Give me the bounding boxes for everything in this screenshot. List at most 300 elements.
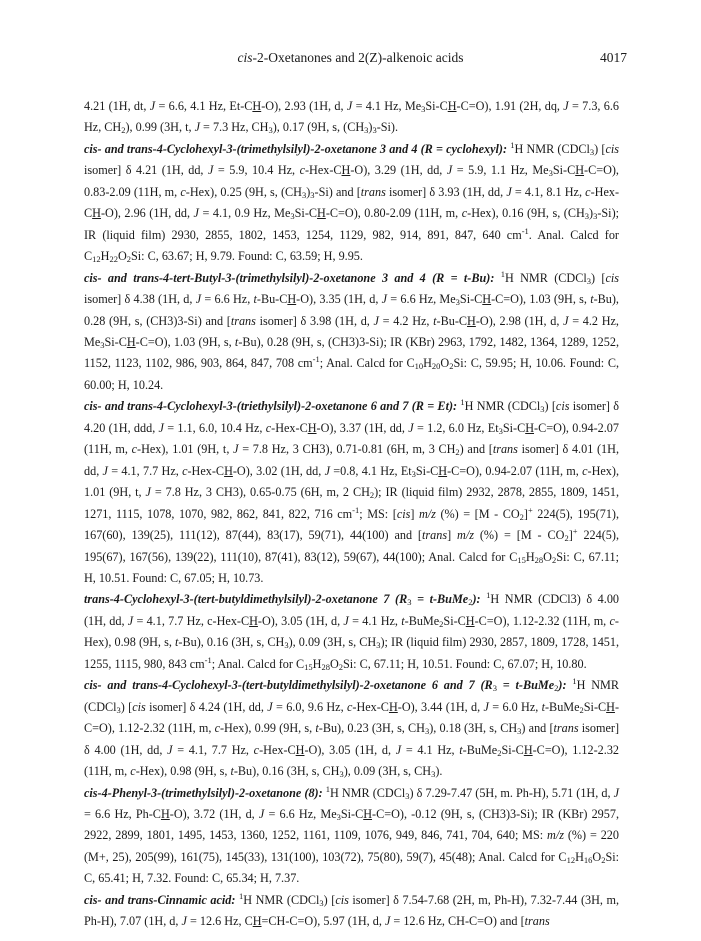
compound-heading: trans-4-Cyclohexyl-3-(tert-butyldimethylsilyl)-2-oxetanone 7 (R <box>84 592 408 607</box>
text-run: Si: C, 65.41; H, 7.32. Found: C, 65.34; H, 7.37. <box>84 849 619 886</box>
paragraph <box>84 268 619 397</box>
text-run: 2 <box>564 533 569 544</box>
compound-heading: cis- and trans-4-tert-Butyl-3-(trimethylsilyl)-2-oxetanone 3 and 4 (R = t-Bu): <box>84 270 495 285</box>
text-run: -Bu), 0.28 (9H, s, (CH3)3-Si); IR (KBr) 2963, 1792, 1482, 1364, 1289, 1252, 1152, 1123, 1102, 986, 903, 864, 847, 708 cm <box>84 334 620 371</box>
text-run: Si-C <box>552 163 576 178</box>
text-run: 3 <box>593 211 598 222</box>
text-run: -O), 2.96 (1H, dd, <box>100 206 194 221</box>
text-run: -BuMe <box>545 699 580 714</box>
text-run: Si-C <box>294 206 318 221</box>
paragraph <box>84 589 619 675</box>
text-run: isomer] δ 4.38 (1H, d, <box>84 292 196 307</box>
text-run: J <box>195 292 202 307</box>
text-run: 2 <box>468 597 473 608</box>
compound-heading: cis- and trans-4-Cyclohexyl-3-(trimethylsilyl)-2-oxetanone 3 and 4 (R = cyclohexyl): <box>84 141 508 156</box>
compound-heading: = t-BuMe <box>496 678 555 693</box>
text-run: t <box>401 613 405 628</box>
text-run: H <box>312 656 322 671</box>
paragraph <box>84 890 619 933</box>
text-run: c <box>585 184 591 199</box>
text-run: = 12.6 Hz, CH-C=O) and [ <box>390 914 525 929</box>
text-run: J <box>207 163 214 178</box>
text-run: 28 <box>321 661 330 672</box>
text-run: Si-C <box>502 420 526 435</box>
text-run: H NMR (CDCl <box>243 892 320 907</box>
text-run: 3 <box>498 425 503 436</box>
text-run: J <box>181 914 187 929</box>
text-run: -Hex), 0.16 (9H, s, (CH <box>467 206 585 221</box>
text-run: H NMR (CDCl <box>84 678 619 714</box>
text-run: = 4.1 Hz, <box>401 742 460 757</box>
text-run: ) [ <box>323 892 336 907</box>
text-run: H <box>423 356 432 371</box>
text-run: c <box>265 420 272 435</box>
text-run: isomer] δ 4.00 (1H, dd, <box>84 721 620 757</box>
text-run: -C=O), 1.12-2.32 (11H, m, <box>84 742 620 779</box>
text-run: -C=O), 0.94-2.07 (11H, m, <box>447 463 583 478</box>
text-run: ), 0.99 (3H, t, <box>125 120 195 135</box>
text-run: = 1.1, 6.0, 10.4 Hz, <box>163 420 266 435</box>
text-run: trans <box>230 313 256 328</box>
text-run: 3 <box>455 297 460 308</box>
text-run: 3 <box>290 211 295 222</box>
text-run: ). <box>435 764 443 779</box>
text-run: cis <box>605 141 620 156</box>
text-run: isomer] δ 4.24 (1H, dd, <box>145 699 268 714</box>
text-run: 3 <box>100 339 105 350</box>
text-run: c <box>253 742 260 757</box>
text-run: H <box>92 206 101 221</box>
text-run: ), 0.17 (9H, s, (CH <box>272 120 365 135</box>
text-run: 2 <box>449 361 454 372</box>
text-run: c <box>180 184 186 199</box>
text-run: -Hex), 1.01 (9H, t, <box>84 463 619 500</box>
text-run: -Hex-C <box>259 742 296 757</box>
paragraph <box>84 96 619 139</box>
text-run: c <box>582 463 588 478</box>
text-run: -BuMe <box>404 613 440 628</box>
text-run: cis <box>396 506 411 521</box>
text-run: c <box>130 764 136 779</box>
text-run: Si-C <box>501 742 524 757</box>
text-run: 3 <box>319 897 324 908</box>
running-title-italic: cis <box>237 50 253 65</box>
text-run: 2 <box>126 254 132 265</box>
text-run: -C=O), 0.80-2.09 (11H, m, <box>325 206 462 221</box>
text-run: -Si). <box>376 120 399 135</box>
text-run: J <box>102 463 108 478</box>
text-run: cis <box>335 892 349 907</box>
text-run: 3 <box>372 125 377 136</box>
text-run: -O), 3.72 (1H, d, <box>169 806 259 821</box>
running-title-rest: -2-Oxetanones and 2(Z)-alkenoic acids <box>252 50 464 65</box>
text-run: -Bu), 0.16 (3H, s, CH <box>233 764 340 779</box>
text-run: 3 <box>421 104 426 114</box>
text-run: 3 <box>407 597 412 608</box>
text-run: cis <box>555 399 570 414</box>
text-run: ) [ <box>120 699 133 714</box>
text-run: c <box>131 442 138 457</box>
text-run: ) [ <box>594 141 606 156</box>
text-run: 12 <box>566 854 576 865</box>
text-run: Si-C <box>340 806 364 821</box>
text-run: -Bu), 0.16 (3H, s, CH <box>178 635 285 650</box>
text-run: H <box>525 549 535 564</box>
text-run: H <box>525 420 535 435</box>
text-run: H <box>467 313 476 328</box>
text-run: H <box>606 699 615 714</box>
text-run: -1 <box>521 225 529 236</box>
text-run: = 6.0 Hz, <box>488 699 542 714</box>
text-run: =CH-C=O), 5.97 (1H, d, <box>261 914 385 929</box>
text-run: trans <box>422 528 448 543</box>
text-run: = 1.2, 6.0 Hz, Et <box>413 420 499 435</box>
text-run: O <box>440 356 450 371</box>
text-run: 16 <box>583 854 593 865</box>
text-run: -Bu-C <box>256 292 288 307</box>
running-title <box>0 50 701 66</box>
text-run: (%) = 220 (M+, 25), 205(99), 161(75), 145(33), 131(100), 103(72), 75(80), 59(7), 45(48); Anal. Calcd for C <box>84 828 619 864</box>
text-run: Si-C <box>443 613 466 628</box>
text-run: 1 <box>510 139 515 150</box>
text-run: 3 <box>431 769 436 780</box>
text-run: H <box>575 849 584 864</box>
text-run: 2 <box>554 683 559 694</box>
text-run: 2 <box>497 747 502 758</box>
text-run: J <box>613 785 620 800</box>
running-header <box>0 50 701 70</box>
text-run: H <box>252 99 262 113</box>
text-run: H <box>575 163 585 178</box>
text-run: J <box>158 420 164 435</box>
text-run: 3 <box>517 726 522 737</box>
text-run: -Bu-C <box>436 313 468 328</box>
text-run: (%) = [M - CO <box>473 528 565 543</box>
compound-heading: cis- and trans-4-Cyclohexyl-3-(tert-butyldimethylsilyl)-2-oxetanone 6 and 7 (R <box>84 678 493 693</box>
text-run: =0.8, 4.1 Hz, Et <box>330 463 412 478</box>
text-run: cis <box>132 699 146 714</box>
text-run: -C=O), 0.94-2.07 (11H, m, <box>84 420 619 457</box>
text-run: 3 <box>284 640 289 651</box>
text-run: H NMR (CDCl <box>514 141 590 156</box>
text-run: = 7.8 Hz, 3 CH3), 0.71-0.81 (6H, m, 3 CH <box>238 442 456 457</box>
compound-heading: ): <box>472 592 481 607</box>
text-run: H <box>100 249 110 264</box>
text-run: c <box>609 613 615 628</box>
text-run: 3 <box>268 125 273 136</box>
text-run: J <box>233 442 239 457</box>
text-run: -O), 2.98 (1H, d, <box>475 313 564 328</box>
text-run: -C=O), 1.03 (9H, s, <box>491 292 591 307</box>
text-run: trans <box>524 914 550 929</box>
text-run: = 7.3, 6.6 Hz, CH <box>84 99 620 135</box>
text-run: H <box>523 742 533 757</box>
text-run: = 6.6 Hz, <box>201 292 254 307</box>
text-run: 2 <box>338 661 343 672</box>
text-run: trans <box>553 721 579 736</box>
text-run: 22 <box>109 254 118 265</box>
text-run: -Hex), 0.98 (9H, s, <box>135 764 231 779</box>
text-run: -Hex), 0.98 (9H, s, <box>84 613 619 650</box>
text-run: J <box>145 485 151 500</box>
text-run: -Hex-C <box>352 699 389 714</box>
text-run: ; Anal. Calcd for C <box>211 656 305 671</box>
compound-heading: cis-4-Phenyl-3-(trimethylsilyl)-2-oxetanone (8): <box>84 785 323 800</box>
text-run: . Anal. Calcd for C <box>84 227 619 264</box>
text-run: = 4.1, 7.7 Hz, c-Hex-C <box>133 613 250 628</box>
text-run: H NMR (CDCl <box>464 399 541 414</box>
text-run: -Hex), 1.01 (9H, t, <box>137 442 234 457</box>
text-run: c <box>461 206 468 221</box>
text-run: ] <box>568 528 573 543</box>
text-run: H <box>482 292 492 307</box>
text-run: H <box>252 914 262 929</box>
compound-heading: cis- and trans-4-Cyclohexyl-3-(triethylsilyl)-2-oxetanone 6 and 7 (R = Et): <box>84 399 458 414</box>
text-run: 4.21 (1H, dt, <box>84 99 150 113</box>
text-run: 1 <box>325 783 330 794</box>
text-run: Si: C, 67.11; H, 10.51. Found: C, 67.07; H, 10.80. <box>343 656 587 671</box>
text-run: J <box>563 99 569 113</box>
text-run: Si-C <box>583 699 607 714</box>
text-run: c <box>214 721 220 736</box>
text-run: 15 <box>517 554 526 565</box>
text-run: 3 <box>584 211 590 222</box>
text-run: + <box>527 504 533 515</box>
text-run: 3 <box>492 683 497 694</box>
text-run: ), 0.18 (3H, s, CH <box>429 721 518 736</box>
text-run: 2 <box>439 618 444 629</box>
text-run: -O), 3.35 (1H, d, <box>296 292 382 307</box>
text-run: 3 <box>586 275 591 286</box>
text-run: H <box>388 699 398 714</box>
text-run: -Hex-C <box>271 420 308 435</box>
text-run: J <box>167 742 173 757</box>
text-run: 2 <box>369 490 375 501</box>
text-run: J <box>446 163 453 178</box>
text-run: Si: C, 67.11; H, 10.51. Found: C, 67.05; H, 10.73. <box>84 549 619 585</box>
text-run: J <box>194 120 200 135</box>
text-run: H <box>363 806 373 821</box>
text-run: ) <box>306 184 311 199</box>
text-run: = 6.6 Hz, Me <box>387 292 456 307</box>
text-run: c <box>346 699 353 714</box>
text-run: ] <box>447 528 458 543</box>
text-run: -Si); IR (liquid film) 2930, 2855, 1802, 1453, 1254, 1129, 982, 914, 891, 847, 640 cm <box>84 206 620 242</box>
text-run: -Hex-C <box>84 184 620 221</box>
text-run: 20 <box>431 361 441 372</box>
text-run: H <box>224 463 233 478</box>
text-run: Si-C <box>415 463 439 478</box>
text-run: = 4.1, 7.7 Hz, <box>107 463 183 478</box>
text-run: t <box>175 635 179 650</box>
text-run: isomer] δ 4.20 (1H, ddd, <box>84 399 620 435</box>
text-run: 224(5), 195(71), 167(60), 139(25), 111(12), 87(44), 83(17), 59(71), 44(100) and [ <box>84 506 620 543</box>
text-run: t <box>590 292 594 307</box>
text-run: 224(5), 195(67), 167(56), 139(22), 111(10), 87(41), 83(12), 59(67), 44(100); Anal. Calcd for C <box>84 528 619 564</box>
text-run: ), 0.09 (3H, s, CH <box>288 635 377 650</box>
text-run: = 5.9, 1.1 Hz, Me <box>452 163 549 178</box>
text-run: H <box>438 463 448 478</box>
text-run: J <box>373 313 379 328</box>
text-run: -C=O), 1.12-2.32 (11H, m, <box>84 699 620 736</box>
text-run: = 4.1, 7.7 Hz, <box>172 742 254 757</box>
text-run: m/z <box>418 506 436 521</box>
text-run: ) [ <box>544 399 556 414</box>
text-run: J <box>346 99 353 113</box>
text-run: J <box>563 313 569 328</box>
text-run: J <box>506 184 512 199</box>
text-run: = 7.3 Hz, CH <box>199 120 269 135</box>
text-run: 3 <box>411 468 416 479</box>
text-run: = 4.1, 8.1 Hz, <box>511 184 586 199</box>
text-run: isomer] δ 4.21 (1H, dd, <box>84 163 208 178</box>
text-run: 2 <box>551 554 557 565</box>
text-run: -O), 3.44 (1H, d, <box>397 699 484 714</box>
text-run: -Hex), 0.25 (9H, s, (CH <box>185 184 302 199</box>
text-run: ; Anal. Calcd for C <box>319 356 415 371</box>
text-run: O <box>592 849 602 864</box>
text-run: = 4.1 Hz, Me <box>352 99 422 113</box>
paragraph <box>84 139 619 268</box>
text-run: H <box>249 613 258 628</box>
body-text <box>84 96 619 933</box>
text-run: 3 <box>301 189 307 200</box>
text-run: 3 <box>339 769 344 780</box>
text-run: ) δ 7.29-7.47 (5H, m. Ph-H), 5.71 (1H, d, <box>409 785 614 800</box>
text-run: ] <box>410 506 419 521</box>
text-run: 2 <box>519 511 524 522</box>
text-run: -C=O), 0.83-2.09 (11H, m, <box>84 163 619 199</box>
text-run: Si: C, 59.95; H, 10.06. Found: C, 60.00; H, 10.24. <box>84 356 619 392</box>
text-run: -1 <box>204 654 212 665</box>
text-run: 3 <box>336 811 341 822</box>
text-run: 2 <box>121 125 126 136</box>
text-run: ) and [ <box>459 442 493 457</box>
text-run: m/z <box>457 528 474 543</box>
text-run: ) [ <box>590 270 606 285</box>
text-run: 28 <box>534 554 544 565</box>
text-run: J <box>267 699 273 714</box>
text-run: J <box>343 613 349 628</box>
text-run: = 6.6 Hz, Me <box>264 806 337 821</box>
text-run: H <box>465 613 475 628</box>
text-run: m/z <box>547 828 564 843</box>
compound-heading: = t-BuMe <box>411 592 469 607</box>
text-run: = 4.1 Hz, <box>348 613 402 628</box>
text-run: -Si) and [ <box>314 184 361 199</box>
text-run: 2 <box>455 447 460 458</box>
text-run: J <box>395 742 402 757</box>
text-run: H NMR (CDCl <box>330 785 406 800</box>
compound-heading: cis- and trans-Cinnamic acid: <box>84 892 236 907</box>
text-run: t <box>433 313 437 328</box>
text-run: ) <box>368 120 373 135</box>
text-run: t <box>234 334 239 349</box>
text-run: -C=O), 1.03 (9H, s, <box>135 334 235 349</box>
text-run: J <box>149 99 156 113</box>
text-run: J <box>193 206 199 221</box>
text-run: J <box>384 914 391 929</box>
text-run: J <box>258 806 265 821</box>
text-run: = 7.8 Hz, 3 CH3), 0.65-0.75 (6H, m, 2 CH <box>150 485 370 500</box>
text-run: isomer] δ 3.98 (1H, d, <box>255 313 374 328</box>
text-run: ) <box>589 206 594 221</box>
text-run: 1 <box>500 268 505 279</box>
text-run: = 6.0, 9.6 Hz, <box>272 699 347 714</box>
text-run: 3 <box>310 189 315 200</box>
text-run: 3 <box>540 404 545 415</box>
text-run: = 4.2 Hz, Me <box>84 313 619 349</box>
text-run: t <box>459 742 463 757</box>
text-run: 3 <box>589 146 595 157</box>
text-run: -Bu), 0.28 (9H, s, (CH3)3-Si) and [ <box>84 292 619 328</box>
text-run: ] <box>523 506 528 521</box>
text-run: t <box>230 764 234 779</box>
text-run: J <box>324 463 330 478</box>
text-run: H <box>447 99 457 113</box>
text-run: 2 <box>579 704 584 715</box>
paragraph <box>84 396 619 589</box>
text-run: H <box>126 334 136 349</box>
text-run: H <box>287 292 297 307</box>
text-run: ; MS: [ <box>359 506 397 521</box>
text-run: 1 <box>486 590 491 601</box>
text-run: -Bu), 0.23 (3H, s, CH <box>318 721 425 736</box>
text-run: isomer] δ 4.01 (1H, dd, <box>84 442 620 478</box>
text-run: J <box>381 292 388 307</box>
text-run: -O), 2.93 (1H, d, <box>261 99 347 113</box>
text-run: O <box>543 549 552 564</box>
text-run: 1 <box>239 890 244 901</box>
text-run: H <box>341 163 351 178</box>
text-run: c <box>182 463 188 478</box>
text-run: Si-C <box>425 99 448 113</box>
text-run: + <box>572 526 578 537</box>
text-run: c <box>299 163 305 178</box>
text-run: -O), 3.29 (1H, dd, <box>350 163 447 178</box>
text-run: -C=O), 1.91 (2H, dq, <box>456 99 564 113</box>
text-run: isomer] δ 7.54-7.68 (2H, m, Ph-H), 7.32-7.44 (3H, m, Ph-H), 7.07 (1H, d, <box>84 892 620 929</box>
text-run: -O), 3.05 (1H, d, <box>304 742 396 757</box>
text-run: -1 <box>312 354 320 365</box>
text-run: ), 0.09 (3H, s, CH <box>343 764 432 779</box>
text-run: H NMR (CDCl <box>504 270 587 285</box>
text-run: = 6.6 Hz, Ph-C <box>84 806 161 821</box>
text-run: 12 <box>92 254 101 265</box>
text-run: H <box>160 806 170 821</box>
text-run: O <box>117 249 127 264</box>
text-run: t <box>541 699 545 714</box>
text-run: -C=O), 1.12-2.32 (11H, m, <box>474 613 610 628</box>
text-run: -Hex), 0.99 (9H, s, <box>220 721 316 736</box>
text-run: t <box>253 292 257 307</box>
text-run: H <box>307 420 317 435</box>
text-run: O <box>329 656 339 671</box>
text-run: 3 <box>364 125 369 136</box>
text-run: H <box>317 206 326 221</box>
text-run: = 6.6, 4.1 Hz, Et-C <box>155 99 253 113</box>
text-run: t <box>315 721 319 736</box>
text-run: = 5.9, 10.4 Hz, <box>213 163 300 178</box>
text-run: -O), 3.02 (1H, dd, <box>232 463 325 478</box>
text-run: 3 <box>405 790 410 801</box>
text-run: -C=O), -0.12 (9H, s, (CH3)3-Si); IR (KBr) 2957, 2922, 2899, 1801, 1495, 1453, 1360, 1252, 1161, 1109, 1076, 949, 846, 741, 704, 640; MS: <box>84 806 619 843</box>
text-run: isomer] δ 3.93 (1H, dd, <box>385 184 507 199</box>
text-run: 1 <box>572 676 577 687</box>
text-run: -O), 3.37 (1H, dd, <box>316 420 409 435</box>
text-run: H NMR (CDCl3) δ 4.00 (1H, dd, <box>84 592 620 628</box>
text-run: ); IR (liquid film) 2932, 2878, 2855, 1809, 1451, 1271, 1115, 1078, 1070, 982, 862, 841, 822, 716 cm <box>84 485 620 521</box>
